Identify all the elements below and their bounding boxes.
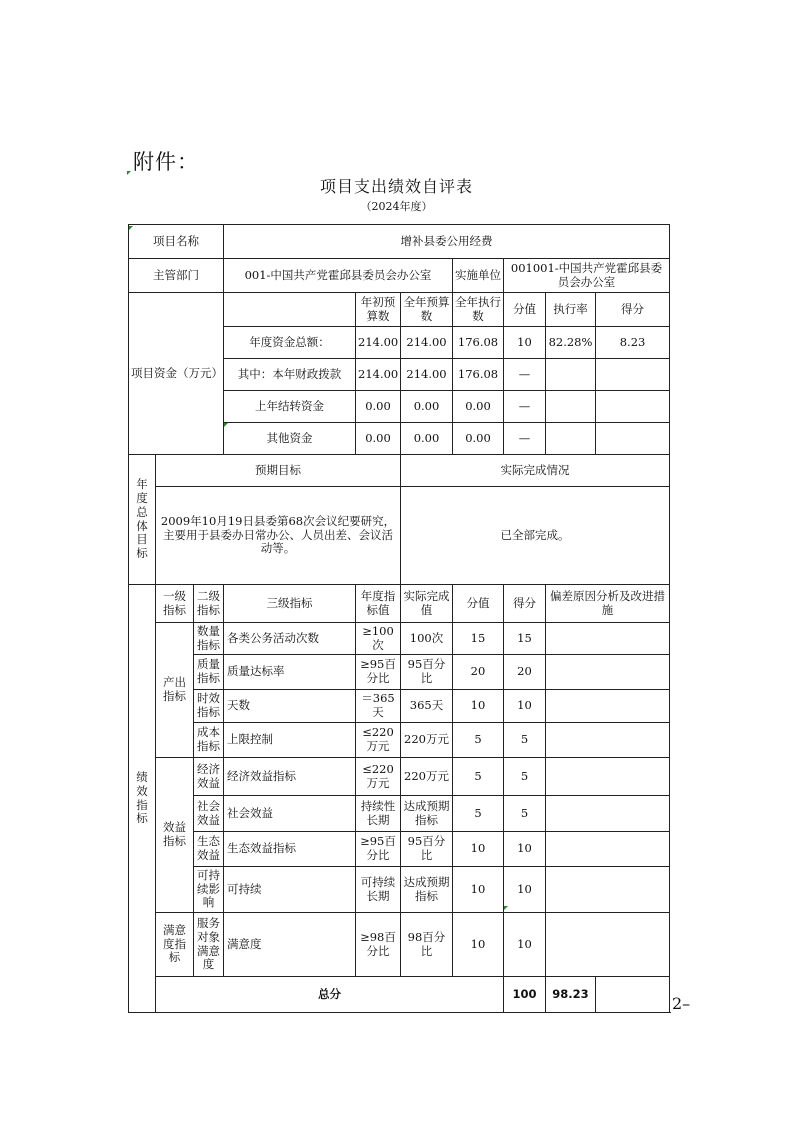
deviation-cell [546, 758, 670, 796]
funds-row-rate: 82.28% [546, 327, 596, 359]
score-cell: 10 [504, 867, 546, 913]
funds-header-executed: 全年执行数 [453, 293, 504, 327]
funds-row-label: 其他资金 [224, 423, 356, 455]
funds-row-rate [546, 423, 596, 455]
actual-cell: 365天 [401, 690, 453, 723]
funds-row-annual: 0.00 [401, 423, 453, 455]
score-value-cell: 10 [453, 832, 504, 867]
deviation-cell [546, 623, 670, 655]
funds-row-executed: 176.08 [453, 327, 504, 359]
deviation-cell [546, 690, 670, 723]
total-label: 总分 [156, 977, 504, 1013]
project-name-label: 项目名称 [129, 225, 224, 259]
funds-row-annual: 0.00 [401, 391, 453, 423]
actual-completion-text: 已全部完成。 [401, 487, 670, 585]
header-level3: 三级指标 [224, 585, 356, 623]
evaluation-table [128, 224, 670, 1013]
total-score-value: 100 [504, 977, 546, 1013]
header-score: 得分 [504, 585, 546, 623]
score-cell: 10 [504, 832, 546, 867]
funds-row-executed: 0.00 [453, 391, 504, 423]
funds-row-score [596, 391, 670, 423]
level3-cell: 社会效益 [224, 796, 356, 832]
level3-cell: 质量达标率 [224, 655, 356, 690]
funds-row-annual: 214.00 [401, 359, 453, 391]
score-cell: 5 [504, 758, 546, 796]
funds-header-score-value: 分值 [504, 293, 546, 327]
actual-cell: 95百分比 [401, 655, 453, 690]
funds-row-annual: 214.00 [401, 327, 453, 359]
funds-row-label: 其中：本年财政拨款 [224, 359, 356, 391]
score-cell: 20 [504, 655, 546, 690]
funds-row-score [596, 423, 670, 455]
score-value-cell: 10 [453, 867, 504, 913]
score-value-cell: 10 [453, 690, 504, 723]
actual-cell: 达成预期指标 [401, 796, 453, 832]
score-cell: 10 [504, 913, 546, 977]
level3-cell: 上限控制 [224, 723, 356, 758]
actual-cell: 220万元 [401, 758, 453, 796]
cell-marker [504, 906, 508, 910]
funds-row-rate [546, 391, 596, 423]
impl-label: 实施单位 [453, 259, 504, 293]
group-label-output: 产出指标 [156, 623, 194, 758]
funds-row-executed: 176.08 [453, 359, 504, 391]
funds-row-initial: 214.00 [356, 359, 401, 391]
funds-row-executed: 0.00 [453, 423, 504, 455]
level2-cell: 数量指标 [194, 623, 224, 655]
funds-row-score-value: — [504, 423, 546, 455]
level3-cell: 可持续 [224, 867, 356, 913]
header-target: 年度指标值 [356, 585, 401, 623]
deviation-cell [546, 796, 670, 832]
score-cell: 10 [504, 690, 546, 723]
deviation-cell [546, 832, 670, 867]
dept-label: 主管部门 [129, 259, 224, 293]
funds-row-score-value: — [504, 359, 546, 391]
funds-row-score-value: — [504, 391, 546, 423]
level3-cell: 各类公务活动次数 [224, 623, 356, 655]
score-value-cell: 15 [453, 623, 504, 655]
group-label-satisfaction: 满意度指标 [156, 913, 194, 977]
dept-value: 001-中国共产党霍邱县委员会办公室 [224, 259, 453, 293]
level3-cell: 满意度 [224, 913, 356, 977]
funds-row-initial: 0.00 [356, 423, 401, 455]
cell-marker [129, 226, 133, 230]
indicators-section-label: 绩 效 指 标 [129, 585, 156, 1013]
funds-row-score [596, 359, 670, 391]
funds-row-initial: 0.00 [356, 391, 401, 423]
expected-goal-text: 2009年10月19日县委第68次会议纪要研究，主要用于县委办日常办公、人员出差、会议活动等。 [156, 487, 401, 585]
level2-cell: 服务对象满意度 [194, 913, 224, 977]
impl-value: 001001-中国共产党霍邱县委员会办公室 [504, 259, 670, 293]
target-cell: ≥100次 [356, 623, 401, 655]
actual-cell: 98百分比 [401, 913, 453, 977]
level2-cell: 成本指标 [194, 723, 224, 758]
level2-cell: 质量指标 [194, 655, 224, 690]
score-value-cell: 5 [453, 796, 504, 832]
score-cell: 5 [504, 796, 546, 832]
funds-row-label: 年度资金总额： [224, 327, 356, 359]
funds-row-initial: 214.00 [356, 327, 401, 359]
form-year: （2024年度） [360, 200, 433, 213]
level2-cell: 经济效益 [194, 758, 224, 796]
score-value-cell: 5 [453, 758, 504, 796]
header-score-value: 分值 [453, 585, 504, 623]
funds-header-initial: 年初预算数 [356, 293, 401, 327]
funds-section-label: 项目资金（万元） [129, 293, 224, 455]
level2-cell: 时效指标 [194, 690, 224, 723]
score-cell: 15 [504, 623, 546, 655]
level2-cell: 社会效益 [194, 796, 224, 832]
funds-header-annual: 全年预算数 [401, 293, 453, 327]
level3-cell: 经济效益指标 [224, 758, 356, 796]
total-score: 98.23 [546, 977, 596, 1013]
group-label-benefit: 效益指标 [156, 758, 194, 913]
expected-goal-header: 预期目标 [156, 455, 401, 487]
funds-row-rate [546, 359, 596, 391]
header-level1: 一级指标 [156, 585, 194, 623]
header-level2: 二级指标 [194, 585, 224, 623]
deviation-cell [546, 913, 670, 977]
deviation-cell [546, 723, 670, 758]
target-cell: 持续性长期 [356, 796, 401, 832]
funds-blank-header [224, 293, 356, 327]
target-cell: ＝365天 [356, 690, 401, 723]
target-cell: ≥95百分比 [356, 655, 401, 690]
project-name-value: 增补县委公用经费 [224, 225, 670, 259]
actual-cell: 达成预期指标 [401, 867, 453, 913]
level2-cell: 可持续影响 [194, 867, 224, 913]
score-value-cell: 20 [453, 655, 504, 690]
funds-row-score-value: 10 [504, 327, 546, 359]
form-title: 项目支出绩效自评表 [319, 177, 473, 196]
target-cell: ≥95百分比 [356, 832, 401, 867]
cell-marker [224, 423, 228, 427]
funds-row-score: 8.23 [596, 327, 670, 359]
header-deviation: 偏差原因分析及改进措施 [546, 585, 670, 623]
actual-completion-header: 实际完成情况 [401, 455, 670, 487]
deviation-cell [546, 867, 670, 913]
deviation-cell [546, 655, 670, 690]
actual-cell: 95百分比 [401, 832, 453, 867]
actual-cell: 100次 [401, 623, 453, 655]
level2-cell: 生态效益 [194, 832, 224, 867]
score-cell: 5 [504, 723, 546, 758]
funds-header-score: 得分 [596, 293, 670, 327]
target-cell: 可持续长期 [356, 867, 401, 913]
target-cell: ≤220万元 [356, 758, 401, 796]
target-cell: ≥98百分比 [356, 913, 401, 977]
target-cell: ≤220万元 [356, 723, 401, 758]
level3-cell: 天数 [224, 690, 356, 723]
header-actual: 实际完成值 [401, 585, 453, 623]
level3-cell: 生态效益指标 [224, 832, 356, 867]
attachment-label: 附件： [133, 150, 199, 174]
actual-cell: 220万元 [401, 723, 453, 758]
funds-row-label: 上年结转资金 [224, 391, 356, 423]
annual-goal-label: 年 度 总 体 目 标 [129, 455, 156, 585]
page-number: 2– [672, 994, 691, 1013]
score-value-cell: 10 [453, 913, 504, 977]
funds-header-rate: 执行率 [546, 293, 596, 327]
score-value-cell: 5 [453, 723, 504, 758]
total-deviation [596, 977, 670, 1013]
